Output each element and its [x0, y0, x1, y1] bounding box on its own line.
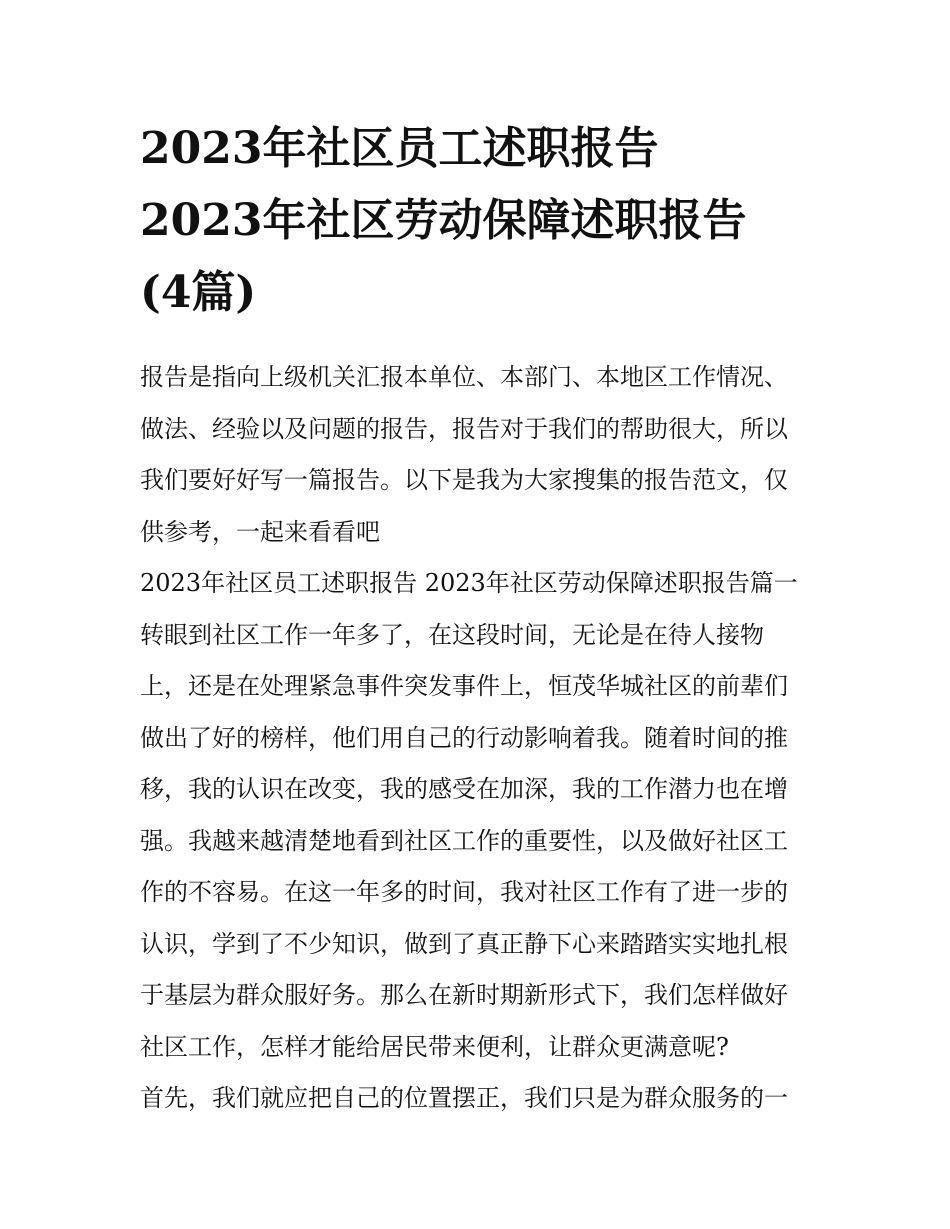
body-line: 强。我越来越清楚地看到社区工作的重要性，以及做好社区工: [140, 826, 788, 855]
body-line: 供参考，一起来看看吧: [140, 517, 380, 546]
section-heading-line: 2023年社区员工述职报告 2023年社区劳动保障述职报告篇一: [140, 569, 798, 597]
body-line: 认识，学到了不少知识，做到了真正静下心来踏踏实实地扎根: [140, 929, 788, 958]
title-line-3: (4篇): [140, 267, 257, 318]
body-line: 转眼到社区工作一年多了，在这段时间，无论是在待人接物: [140, 620, 764, 649]
body-line: 移，我的认识在改变，我的感受在加深，我的工作潜力也在增: [140, 775, 788, 803]
body-line: 做法、经验以及问题的报告，报告对于我们的帮助很大，所以: [140, 414, 788, 443]
body-line: 首先，我们就应把自己的位置摆正，我们只是为群众服务的一: [140, 1084, 788, 1112]
body-line: 作的不容易。在这一年多的时间，我对社区工作有了进一步的: [140, 878, 788, 906]
title-line-1: 2023年社区员工述职报告: [140, 123, 659, 174]
document-body: [140, 352, 830, 1125]
body-line: 上，还是在处理紧急事件突发事件上，恒茂华城社区的前辈们: [140, 672, 788, 700]
title-line-2: 2023年社区劳动保障述职报告: [140, 195, 747, 246]
body-line: 社区工作，怎样才能给居民带来便利，让群众更满意呢?: [140, 1032, 729, 1061]
body-line: 我们要好好写一篇报告。以下是我为大家搜集的报告范文，仅: [140, 466, 788, 494]
body-line: 做出了好的榜样，他们用自己的行动影响着我。随着时间的推: [140, 723, 788, 752]
body-line: 报告是指向上级机关汇报本单位、本部门、本地区工作情况、: [140, 363, 788, 391]
body-line: 于基层为群众服好务。那么在新时期新形式下，我们怎样做好: [140, 981, 788, 1009]
document-title: [140, 113, 830, 329]
